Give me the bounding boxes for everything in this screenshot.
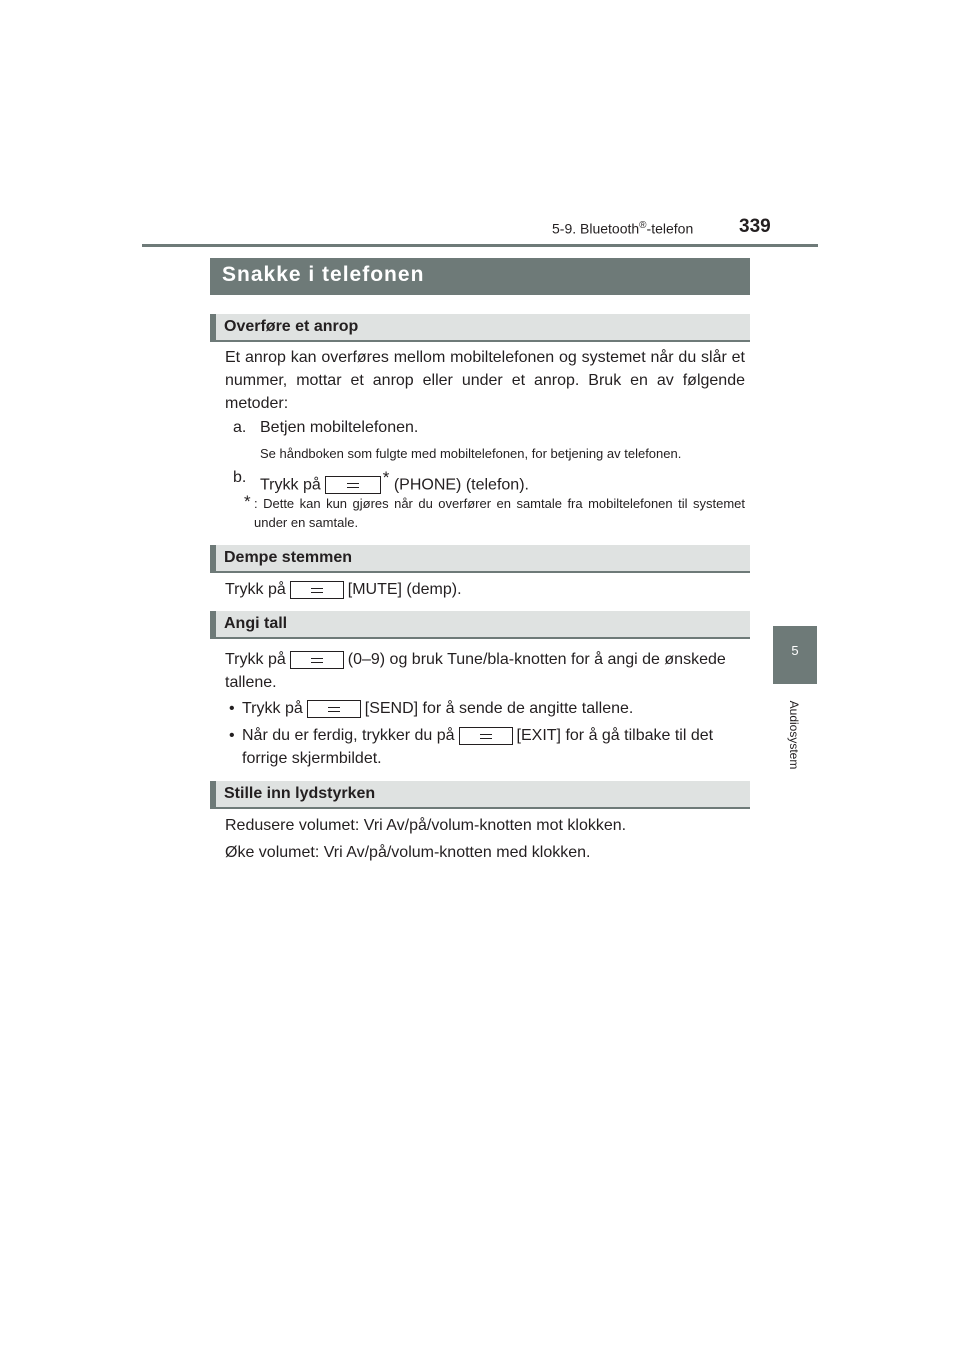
heading-text: Stille inn lydstyrken bbox=[224, 785, 376, 802]
header-divider bbox=[142, 244, 818, 247]
asterisk-mark: * bbox=[382, 468, 390, 487]
exit-button-icon bbox=[459, 727, 513, 745]
heading-text: Dempe stemmen bbox=[224, 549, 353, 566]
volume-decrease: Redusere volumet: Vri Av/på/volum-knotten mot klokken. bbox=[225, 817, 627, 834]
heading-text: Overføre et anrop bbox=[224, 318, 359, 335]
digits-pre: Trykk på bbox=[225, 651, 286, 668]
send-post: [SEND] for å sende de angitte tallene. bbox=[364, 700, 634, 717]
page-number: 339 bbox=[739, 216, 771, 237]
exit-post: [EXIT] for å gå tilbake til det bbox=[516, 727, 714, 744]
digits-post: (0–9) og bruk Tune/bla-knotten for å angi de ønskede bbox=[347, 651, 726, 668]
digits-line bbox=[225, 648, 726, 671]
footnote-mark: * bbox=[244, 492, 251, 511]
registered-mark: ® bbox=[639, 220, 647, 231]
send-button-icon bbox=[307, 700, 361, 718]
page-title-bar bbox=[210, 258, 750, 295]
bullet-exit: • bbox=[229, 727, 235, 744]
exit-line bbox=[242, 724, 713, 747]
section-heading-transfer bbox=[210, 314, 750, 342]
chapter-tab: 5 bbox=[773, 626, 817, 684]
mute-pre: Trykk på bbox=[225, 581, 286, 598]
section-heading-mute bbox=[210, 545, 750, 573]
digits-line-2: tallene. bbox=[225, 674, 277, 691]
send-line bbox=[242, 697, 633, 720]
send-pre: Trykk på bbox=[242, 700, 303, 717]
step-b-post: (PHONE) (telefon). bbox=[393, 476, 529, 494]
page-title: Snakke i telefonen bbox=[222, 263, 425, 286]
step-b-line bbox=[260, 466, 529, 496]
transfer-intro: Et anrop kan overføres mellom mobiltelefonen og systemet når du slår et nummer, mottar et anrop eller under et anrop. Bruk en av følgende metoder: bbox=[225, 349, 745, 412]
step-a-label: a. bbox=[233, 419, 247, 436]
section-heading-volume bbox=[210, 781, 750, 809]
chapter-label: Audiosystem bbox=[787, 700, 801, 770]
heading-text: Angi tall bbox=[224, 615, 288, 632]
heading-accent bbox=[210, 611, 216, 637]
heading-accent bbox=[210, 781, 216, 807]
heading-accent bbox=[210, 545, 216, 571]
mute-line bbox=[225, 578, 462, 601]
section-text-suffix: -telefon bbox=[646, 220, 694, 237]
mute-post: [MUTE] (demp). bbox=[347, 581, 462, 598]
heading-accent bbox=[210, 314, 216, 340]
section-heading-digits bbox=[210, 611, 750, 639]
mute-button-icon bbox=[290, 581, 344, 599]
step-b-pre: Trykk på bbox=[260, 476, 321, 494]
bullet-send: • bbox=[229, 700, 235, 717]
digits-button-icon bbox=[290, 651, 344, 669]
phone-button-icon bbox=[325, 476, 381, 494]
section-heading bbox=[552, 220, 693, 237]
exit-line-2: forrige skjermbildet. bbox=[242, 750, 382, 767]
volume-increase: Øke volumet: Vri Av/på/volum-knotten med klokken. bbox=[225, 844, 591, 861]
step-a-text: Betjen mobiltelefonen. bbox=[260, 419, 419, 436]
footnote-text: : Dette kan kun gjøres når du overfører en samtale fra mobiltelefonen til systemet under en samtale. bbox=[254, 496, 745, 530]
step-b-label: b. bbox=[233, 469, 247, 486]
step-a-note: Se håndboken som fulgte med mobiltelefonen, for betjening av telefonen. bbox=[260, 446, 682, 461]
exit-pre: Når du er ferdig, trykker du på bbox=[242, 727, 455, 744]
section-text: 5-9. Bluetooth bbox=[552, 220, 640, 237]
